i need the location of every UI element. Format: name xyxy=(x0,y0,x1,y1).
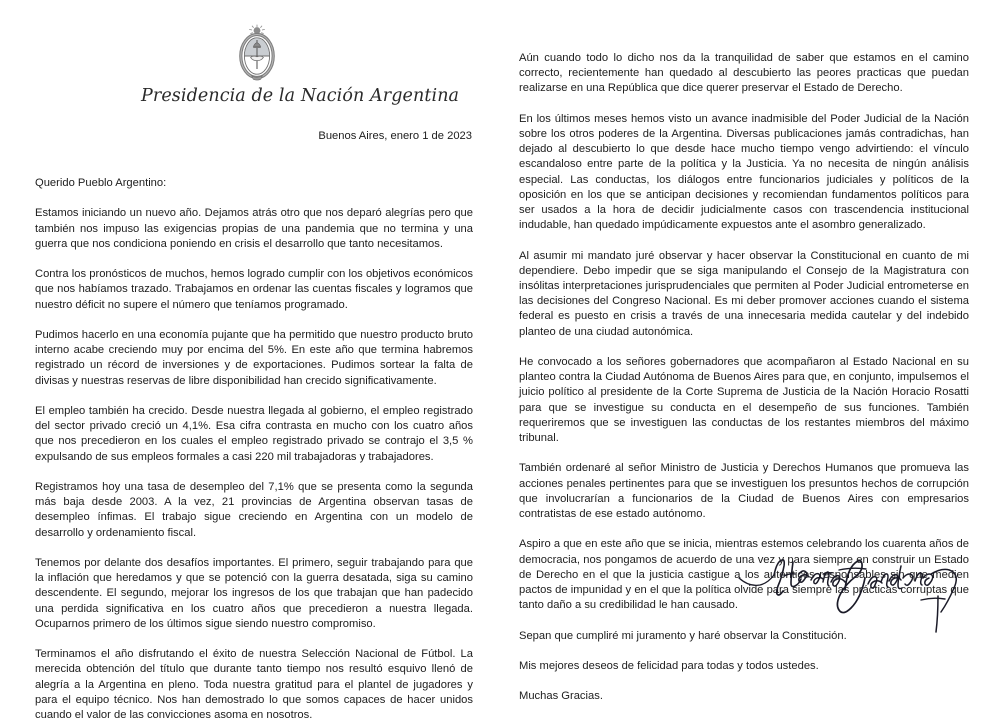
paragraph: He convocado a los señores gobernadores que acompañaron al Estado Nacional en su planteo contra la Ciudad Autónoma de Buenos Aires para que, en conjunto, impulsemos el juicio político al presidente de la Corte Suprema de Justicia de la Nación Horacio Rosatti para que se investigue su conducta en el desempeño de sus funciones. También requeriremos que se investiguen las conductas de los restantes miembros del máximo tribunal. xyxy=(519,356,969,445)
salutation: Querido Pueblo Argentino: xyxy=(35,177,167,189)
paragraph: También ordenaré al señor Ministro de Justicia y Derechos Humanos que promueva las acciones penales pertinentes para que se investiguen los presuntos hechos de corrupción que involucrarían a funcionarios de la Ciudad de Buenos Aires con empresarios contratistas de ese estado autónomo. xyxy=(519,462,969,521)
paragraph: El empleo también ha crecido. Desde nuestra llegada al gobierno, el empleo registrado del sector privado creció un 4,1%. Esa cifra contrasta en mucho con los cuatro años que nos precedieron en los cuales el empleo registrado privado se contrajo el 3,5 % expulsando de sus empleos formales a casi 220 mil trabajadoras y trabajadores. xyxy=(35,404,473,463)
letterhead xyxy=(0,0,500,150)
paragraph: Contra los pronósticos de muchos, hemos logrado cumplir con los objetivos económicos que nos habíamos trazado. Trabajamos en ordenar las cuentas fiscales y logramos que nuestro déficit no supere el número que teníamos programado. xyxy=(35,268,473,311)
paragraph: Tenemos por delante dos desafíos importantes. El primero, seguir trabajando para que la inflación que heredamos y que se potenció con la guerra desatada, siga su camino descendente. El segundo, mejorar los ingresos de los que trabajan que han padecido una perdida significativa en los cuatro años que precedieron a nuestra llegada. Ocuparnos primero de los últimos sigue siendo nuestro compromiso. xyxy=(35,556,473,630)
institution-title: Presidencia de la Nación Argentina xyxy=(141,86,460,106)
paragraph: Registramos hoy una tasa de desempleo del 7,1% que se presenta como la segunda más baja desde 2003. A la vez, 21 provincias de Argentina observan tasas de desempleo ínfimas. El trabajo sigue creciendo en Argentina con un modelo de desarrollo y ordenamiento fiscal. xyxy=(35,480,473,539)
paragraph: Al asumir mi mandato juré observar y hacer observar la Constitucional en cuanto de mi dependiere. Debo impedir que se siga manipulando el Consejo de la Magistratura con insólitas interpretaciones jurisprudenciales que permiten al Poder Judicial entrometerse en las decisiones del Congreso Nacional. Es mi deber promover acciones cuando el sistema federal es puesto en crisis a través de una innecesaria medida cautelar y del indebido planteo de una ciudad autonómica. xyxy=(519,249,969,338)
paragraph: Aún cuando todo lo dicho nos da la tranquilidad de saber que estamos en el camino correcto, recientemente han quedado al descubierto las peores practicas que puedan realizarse en una República que dice querer preservar el Estado de Derecho. xyxy=(519,52,969,95)
left-column xyxy=(35,176,473,723)
paragraph: Pudimos hacerlo en una economía pujante que ha permitido que nuestro producto bruto interno acabe creciendo muy por encima del 5%. En este año que termina habremos registrado un récord de inversiones y de exportaciones. Pudimos sortear la falta de divisas y nuestras reservas de libre disponibilidad han crecido significativamente. xyxy=(35,328,473,387)
paragraph: Terminamos el año disfrutando el éxito de nuestra Selección Nacional de Fútbol. La merecida obtención del título que durante tanto tiempo nos resultó esquivo llenó de alegría a la Argentina en pleno. Toda nuestra gratitud para el plantel de jugadores y para el equipo técnico. Nos han demostrado lo que somos capaces de hacer unidos cuando el valor de las convicciones asoma en nosotros. xyxy=(35,648,473,721)
argentina-coat-of-arms-icon xyxy=(231,24,283,86)
paragraph: Aspiro a que en este año que se inicia, mientras estemos celebrando los cuarenta años de democracia, nos pongamos de acuerdo de una vez y para siempre en construir un Estado de Derecho en el que la justicia castigue a los auténticos responsables sin que medien pactos de impunidad y en el que la política olvide para siempre las prácticas corruptas que tanto daño a su credibilidad le han causado. xyxy=(519,538,969,612)
dateline: Buenos Aires, enero 1 de 2023 xyxy=(318,130,472,142)
paragraph: Estamos iniciando un nuevo año. Dejamos atrás otro que nos deparó alegrías pero que también nos impuso las exigencias propias de una pandemia que no termina y una guerra que nos condiciona poniendo en crisis el desarrollo que tanto necesitamos. xyxy=(35,207,473,250)
handwritten-signature-icon xyxy=(735,552,985,644)
closing-line: Sepan que cumpliré mi juramento y haré observar la Constitución. xyxy=(519,629,847,642)
closing-line: Mis mejores deseos de felicidad para todas y todos ustedes. xyxy=(519,660,819,673)
closing-line: Muchas Gracias. xyxy=(519,690,603,703)
paragraph: En los últimos meses hemos visto un avance inadmisible del Poder Judicial de la Nación sobre los otros poderes de la Argentina. Diversas publicaciones jamás contradichas, han dejado al descubierto lo que desde hace mucho tiempo vengo advirtiendo: el vínculo escandaloso entre parte de la política y la Justicia. Ya no necesita de ningún análisis especial. Las conductas, los diálogos entre funcionarios judiciales y políticos de la oposición en los que se anticipan decisiones y recomiendan fundamentos políticos para ser usados a la hora de decidir judicialmente casos con trascendencia institucional indudable, han quedado impúdicamente expuestos ante el asombro generalizado. xyxy=(519,112,969,232)
